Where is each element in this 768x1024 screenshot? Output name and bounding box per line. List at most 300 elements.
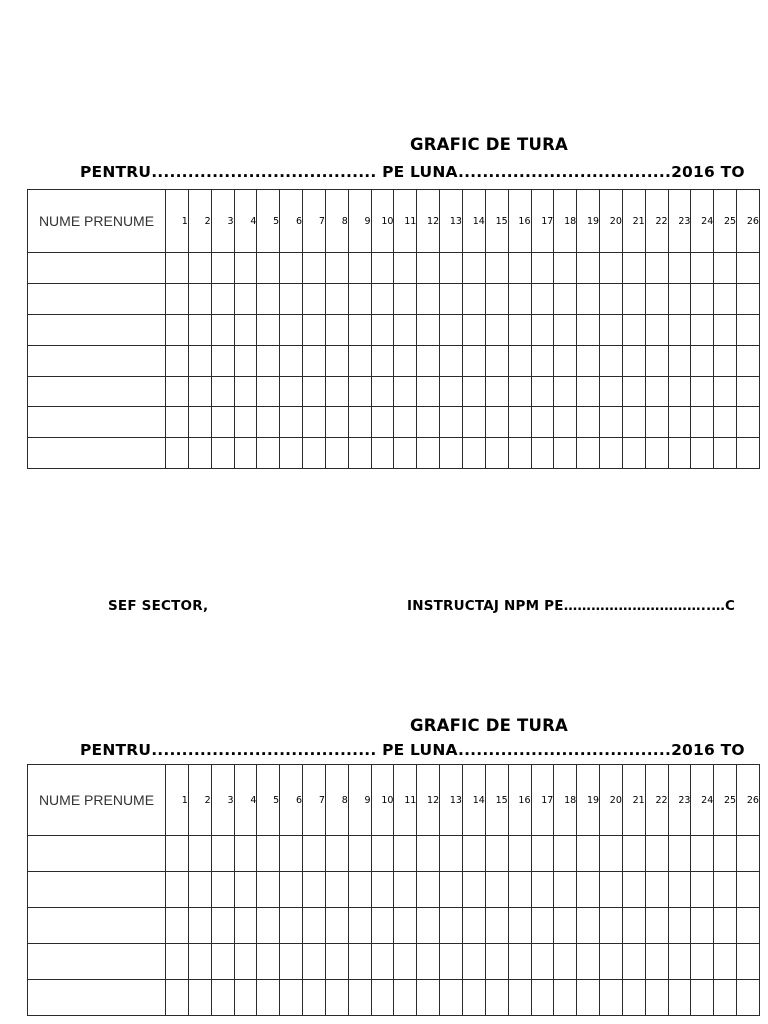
day-cell[interactable] — [554, 253, 577, 284]
day-cell[interactable] — [645, 253, 668, 284]
day-cell[interactable] — [714, 872, 737, 908]
day-cell[interactable] — [188, 314, 211, 345]
day-cell[interactable] — [600, 944, 623, 980]
day-cell[interactable] — [371, 376, 394, 407]
day-cell[interactable] — [668, 908, 691, 944]
day-cell[interactable] — [622, 376, 645, 407]
day-cell[interactable] — [554, 980, 577, 1016]
day-cell[interactable] — [645, 314, 668, 345]
day-cell[interactable] — [188, 407, 211, 438]
day-cell[interactable] — [691, 376, 714, 407]
day-cell[interactable] — [234, 980, 257, 1016]
day-cell[interactable] — [554, 908, 577, 944]
day-cell[interactable] — [462, 438, 485, 469]
day-cell[interactable] — [280, 314, 303, 345]
day-cell[interactable] — [440, 836, 463, 872]
day-cell[interactable] — [622, 438, 645, 469]
day-cell[interactable] — [645, 980, 668, 1016]
day-cell[interactable] — [508, 836, 531, 872]
day-cell[interactable] — [440, 438, 463, 469]
day-cell[interactable] — [714, 836, 737, 872]
day-cell[interactable] — [485, 314, 508, 345]
day-cell[interactable] — [303, 438, 326, 469]
day-cell[interactable] — [394, 980, 417, 1016]
day-cell[interactable] — [737, 872, 760, 908]
day-cell[interactable] — [394, 872, 417, 908]
day-cell[interactable] — [668, 872, 691, 908]
name-cell[interactable] — [28, 345, 166, 376]
day-cell[interactable] — [622, 872, 645, 908]
day-cell[interactable] — [462, 944, 485, 980]
day-cell[interactable] — [600, 872, 623, 908]
day-cell[interactable] — [166, 836, 189, 872]
day-cell[interactable] — [371, 980, 394, 1016]
day-cell[interactable] — [234, 836, 257, 872]
name-cell[interactable] — [28, 253, 166, 284]
day-cell[interactable] — [554, 376, 577, 407]
day-cell[interactable] — [577, 376, 600, 407]
day-cell[interactable] — [600, 253, 623, 284]
day-cell[interactable] — [622, 836, 645, 872]
day-cell[interactable] — [462, 980, 485, 1016]
day-cell[interactable] — [737, 944, 760, 980]
day-cell[interactable] — [257, 314, 280, 345]
day-cell[interactable] — [188, 376, 211, 407]
day-cell[interactable] — [508, 438, 531, 469]
day-cell[interactable] — [303, 345, 326, 376]
day-cell[interactable] — [691, 407, 714, 438]
day-cell[interactable] — [417, 980, 440, 1016]
day-cell[interactable] — [280, 283, 303, 314]
day-cell[interactable] — [211, 345, 234, 376]
day-cell[interactable] — [554, 345, 577, 376]
name-cell[interactable] — [28, 438, 166, 469]
day-cell[interactable] — [234, 253, 257, 284]
day-cell[interactable] — [462, 836, 485, 872]
day-cell[interactable] — [394, 836, 417, 872]
day-cell[interactable] — [600, 283, 623, 314]
day-cell[interactable] — [394, 908, 417, 944]
day-cell[interactable] — [348, 376, 371, 407]
day-cell[interactable] — [645, 438, 668, 469]
day-cell[interactable] — [485, 407, 508, 438]
day-cell[interactable] — [348, 944, 371, 980]
day-cell[interactable] — [554, 438, 577, 469]
day-cell[interactable] — [325, 980, 348, 1016]
day-cell[interactable] — [417, 908, 440, 944]
day-cell[interactable] — [668, 253, 691, 284]
day-cell[interactable] — [325, 407, 348, 438]
day-cell[interactable] — [462, 407, 485, 438]
day-cell[interactable] — [577, 980, 600, 1016]
day-cell[interactable] — [645, 836, 668, 872]
day-cell[interactable] — [257, 908, 280, 944]
day-cell[interactable] — [645, 345, 668, 376]
day-cell[interactable] — [394, 438, 417, 469]
day-cell[interactable] — [668, 407, 691, 438]
name-cell[interactable] — [28, 836, 166, 872]
day-cell[interactable] — [737, 283, 760, 314]
day-cell[interactable] — [234, 376, 257, 407]
day-cell[interactable] — [440, 407, 463, 438]
day-cell[interactable] — [531, 283, 554, 314]
day-cell[interactable] — [234, 407, 257, 438]
day-cell[interactable] — [325, 872, 348, 908]
day-cell[interactable] — [554, 944, 577, 980]
day-cell[interactable] — [508, 980, 531, 1016]
day-cell[interactable] — [417, 253, 440, 284]
name-cell[interactable] — [28, 872, 166, 908]
day-cell[interactable] — [691, 836, 714, 872]
day-cell[interactable] — [325, 836, 348, 872]
day-cell[interactable] — [554, 836, 577, 872]
day-cell[interactable] — [645, 872, 668, 908]
day-cell[interactable] — [691, 872, 714, 908]
day-cell[interactable] — [440, 314, 463, 345]
day-cell[interactable] — [348, 872, 371, 908]
day-cell[interactable] — [645, 908, 668, 944]
day-cell[interactable] — [257, 253, 280, 284]
day-cell[interactable] — [440, 253, 463, 284]
day-cell[interactable] — [371, 836, 394, 872]
day-cell[interactable] — [166, 376, 189, 407]
day-cell[interactable] — [645, 283, 668, 314]
day-cell[interactable] — [257, 407, 280, 438]
day-cell[interactable] — [211, 314, 234, 345]
day-cell[interactable] — [166, 944, 189, 980]
day-cell[interactable] — [485, 980, 508, 1016]
name-cell[interactable] — [28, 980, 166, 1016]
day-cell[interactable] — [166, 314, 189, 345]
day-cell[interactable] — [508, 283, 531, 314]
day-cell[interactable] — [462, 376, 485, 407]
day-cell[interactable] — [622, 980, 645, 1016]
day-cell[interactable] — [737, 253, 760, 284]
day-cell[interactable] — [531, 253, 554, 284]
day-cell[interactable] — [417, 345, 440, 376]
day-cell[interactable] — [417, 314, 440, 345]
day-cell[interactable] — [485, 908, 508, 944]
day-cell[interactable] — [462, 283, 485, 314]
name-cell[interactable] — [28, 376, 166, 407]
day-cell[interactable] — [371, 345, 394, 376]
day-cell[interactable] — [211, 253, 234, 284]
day-cell[interactable] — [737, 438, 760, 469]
day-cell[interactable] — [554, 872, 577, 908]
day-cell[interactable] — [257, 376, 280, 407]
day-cell[interactable] — [394, 314, 417, 345]
day-cell[interactable] — [577, 407, 600, 438]
day-cell[interactable] — [668, 836, 691, 872]
day-cell[interactable] — [691, 908, 714, 944]
day-cell[interactable] — [508, 253, 531, 284]
day-cell[interactable] — [166, 345, 189, 376]
day-cell[interactable] — [668, 345, 691, 376]
day-cell[interactable] — [257, 438, 280, 469]
day-cell[interactable] — [714, 908, 737, 944]
day-cell[interactable] — [714, 407, 737, 438]
day-cell[interactable] — [303, 253, 326, 284]
day-cell[interactable] — [257, 836, 280, 872]
day-cell[interactable] — [234, 872, 257, 908]
day-cell[interactable] — [462, 872, 485, 908]
day-cell[interactable] — [440, 980, 463, 1016]
day-cell[interactable] — [440, 376, 463, 407]
day-cell[interactable] — [691, 345, 714, 376]
day-cell[interactable] — [714, 438, 737, 469]
day-cell[interactable] — [280, 376, 303, 407]
day-cell[interactable] — [280, 944, 303, 980]
day-cell[interactable] — [577, 253, 600, 284]
day-cell[interactable] — [303, 314, 326, 345]
day-cell[interactable] — [691, 314, 714, 345]
day-cell[interactable] — [371, 944, 394, 980]
day-cell[interactable] — [280, 872, 303, 908]
day-cell[interactable] — [234, 314, 257, 345]
day-cell[interactable] — [371, 407, 394, 438]
day-cell[interactable] — [166, 438, 189, 469]
day-cell[interactable] — [737, 980, 760, 1016]
day-cell[interactable] — [188, 438, 211, 469]
day-cell[interactable] — [188, 836, 211, 872]
day-cell[interactable] — [303, 407, 326, 438]
day-cell[interactable] — [371, 283, 394, 314]
day-cell[interactable] — [166, 980, 189, 1016]
day-cell[interactable] — [622, 908, 645, 944]
day-cell[interactable] — [257, 944, 280, 980]
day-cell[interactable] — [394, 407, 417, 438]
day-cell[interactable] — [485, 376, 508, 407]
day-cell[interactable] — [714, 283, 737, 314]
day-cell[interactable] — [622, 407, 645, 438]
day-cell[interactable] — [714, 376, 737, 407]
name-cell[interactable] — [28, 283, 166, 314]
day-cell[interactable] — [325, 376, 348, 407]
day-cell[interactable] — [280, 407, 303, 438]
day-cell[interactable] — [531, 314, 554, 345]
day-cell[interactable] — [714, 314, 737, 345]
name-cell[interactable] — [28, 908, 166, 944]
day-cell[interactable] — [485, 283, 508, 314]
day-cell[interactable] — [348, 438, 371, 469]
day-cell[interactable] — [348, 314, 371, 345]
day-cell[interactable] — [417, 438, 440, 469]
day-cell[interactable] — [394, 345, 417, 376]
day-cell[interactable] — [325, 908, 348, 944]
day-cell[interactable] — [508, 944, 531, 980]
day-cell[interactable] — [462, 908, 485, 944]
day-cell[interactable] — [371, 908, 394, 944]
day-cell[interactable] — [668, 438, 691, 469]
day-cell[interactable] — [714, 980, 737, 1016]
day-cell[interactable] — [600, 438, 623, 469]
day-cell[interactable] — [188, 283, 211, 314]
day-cell[interactable] — [303, 283, 326, 314]
day-cell[interactable] — [577, 438, 600, 469]
day-cell[interactable] — [211, 438, 234, 469]
day-cell[interactable] — [577, 283, 600, 314]
day-cell[interactable] — [600, 314, 623, 345]
day-cell[interactable] — [371, 314, 394, 345]
day-cell[interactable] — [600, 407, 623, 438]
day-cell[interactable] — [622, 314, 645, 345]
day-cell[interactable] — [371, 438, 394, 469]
day-cell[interactable] — [691, 283, 714, 314]
day-cell[interactable] — [531, 407, 554, 438]
day-cell[interactable] — [622, 253, 645, 284]
day-cell[interactable] — [348, 980, 371, 1016]
day-cell[interactable] — [303, 376, 326, 407]
day-cell[interactable] — [485, 345, 508, 376]
day-cell[interactable] — [280, 980, 303, 1016]
day-cell[interactable] — [508, 376, 531, 407]
day-cell[interactable] — [257, 872, 280, 908]
day-cell[interactable] — [417, 283, 440, 314]
day-cell[interactable] — [531, 438, 554, 469]
day-cell[interactable] — [348, 836, 371, 872]
day-cell[interactable] — [325, 314, 348, 345]
day-cell[interactable] — [691, 944, 714, 980]
day-cell[interactable] — [485, 872, 508, 908]
day-cell[interactable] — [600, 980, 623, 1016]
day-cell[interactable] — [417, 872, 440, 908]
day-cell[interactable] — [508, 908, 531, 944]
day-cell[interactable] — [211, 376, 234, 407]
day-cell[interactable] — [234, 944, 257, 980]
day-cell[interactable] — [508, 345, 531, 376]
day-cell[interactable] — [462, 345, 485, 376]
day-cell[interactable] — [303, 944, 326, 980]
day-cell[interactable] — [577, 872, 600, 908]
day-cell[interactable] — [622, 283, 645, 314]
day-cell[interactable] — [668, 944, 691, 980]
day-cell[interactable] — [577, 314, 600, 345]
day-cell[interactable] — [188, 944, 211, 980]
day-cell[interactable] — [394, 944, 417, 980]
day-cell[interactable] — [508, 872, 531, 908]
day-cell[interactable] — [531, 376, 554, 407]
day-cell[interactable] — [554, 407, 577, 438]
day-cell[interactable] — [600, 376, 623, 407]
day-cell[interactable] — [645, 407, 668, 438]
day-cell[interactable] — [622, 944, 645, 980]
day-cell[interactable] — [531, 836, 554, 872]
day-cell[interactable] — [691, 253, 714, 284]
day-cell[interactable] — [211, 283, 234, 314]
day-cell[interactable] — [188, 253, 211, 284]
name-cell[interactable] — [28, 407, 166, 438]
day-cell[interactable] — [280, 253, 303, 284]
name-cell[interactable] — [28, 944, 166, 980]
day-cell[interactable] — [348, 407, 371, 438]
day-cell[interactable] — [622, 345, 645, 376]
day-cell[interactable] — [668, 980, 691, 1016]
day-cell[interactable] — [554, 283, 577, 314]
day-cell[interactable] — [257, 345, 280, 376]
day-cell[interactable] — [531, 872, 554, 908]
day-cell[interactable] — [303, 980, 326, 1016]
day-cell[interactable] — [508, 407, 531, 438]
day-cell[interactable] — [600, 836, 623, 872]
day-cell[interactable] — [668, 283, 691, 314]
day-cell[interactable] — [737, 908, 760, 944]
day-cell[interactable] — [166, 253, 189, 284]
day-cell[interactable] — [485, 944, 508, 980]
day-cell[interactable] — [485, 836, 508, 872]
name-cell[interactable] — [28, 314, 166, 345]
day-cell[interactable] — [371, 872, 394, 908]
day-cell[interactable] — [211, 944, 234, 980]
day-cell[interactable] — [211, 980, 234, 1016]
day-cell[interactable] — [577, 944, 600, 980]
day-cell[interactable] — [462, 314, 485, 345]
day-cell[interactable] — [211, 872, 234, 908]
day-cell[interactable] — [303, 908, 326, 944]
day-cell[interactable] — [234, 438, 257, 469]
day-cell[interactable] — [303, 872, 326, 908]
day-cell[interactable] — [211, 407, 234, 438]
day-cell[interactable] — [303, 836, 326, 872]
day-cell[interactable] — [394, 283, 417, 314]
day-cell[interactable] — [348, 908, 371, 944]
day-cell[interactable] — [485, 438, 508, 469]
day-cell[interactable] — [280, 438, 303, 469]
day-cell[interactable] — [211, 908, 234, 944]
day-cell[interactable] — [531, 908, 554, 944]
day-cell[interactable] — [166, 872, 189, 908]
day-cell[interactable] — [645, 944, 668, 980]
day-cell[interactable] — [668, 314, 691, 345]
day-cell[interactable] — [600, 345, 623, 376]
day-cell[interactable] — [714, 944, 737, 980]
day-cell[interactable] — [325, 253, 348, 284]
day-cell[interactable] — [531, 345, 554, 376]
day-cell[interactable] — [714, 253, 737, 284]
day-cell[interactable] — [668, 376, 691, 407]
day-cell[interactable] — [462, 253, 485, 284]
day-cell[interactable] — [188, 872, 211, 908]
day-cell[interactable] — [737, 345, 760, 376]
day-cell[interactable] — [166, 908, 189, 944]
day-cell[interactable] — [166, 283, 189, 314]
day-cell[interactable] — [166, 407, 189, 438]
day-cell[interactable] — [691, 980, 714, 1016]
day-cell[interactable] — [211, 836, 234, 872]
day-cell[interactable] — [737, 407, 760, 438]
day-cell[interactable] — [508, 314, 531, 345]
day-cell[interactable] — [348, 345, 371, 376]
day-cell[interactable] — [325, 944, 348, 980]
day-cell[interactable] — [348, 283, 371, 314]
day-cell[interactable] — [417, 407, 440, 438]
day-cell[interactable] — [737, 836, 760, 872]
day-cell[interactable] — [554, 314, 577, 345]
day-cell[interactable] — [440, 908, 463, 944]
day-cell[interactable] — [417, 376, 440, 407]
day-cell[interactable] — [485, 253, 508, 284]
day-cell[interactable] — [417, 944, 440, 980]
day-cell[interactable] — [440, 872, 463, 908]
day-cell[interactable] — [188, 908, 211, 944]
day-cell[interactable] — [280, 345, 303, 376]
day-cell[interactable] — [188, 980, 211, 1016]
day-cell[interactable] — [280, 908, 303, 944]
day-cell[interactable] — [577, 345, 600, 376]
day-cell[interactable] — [737, 314, 760, 345]
day-cell[interactable] — [325, 438, 348, 469]
day-cell[interactable] — [280, 836, 303, 872]
day-cell[interactable] — [600, 908, 623, 944]
